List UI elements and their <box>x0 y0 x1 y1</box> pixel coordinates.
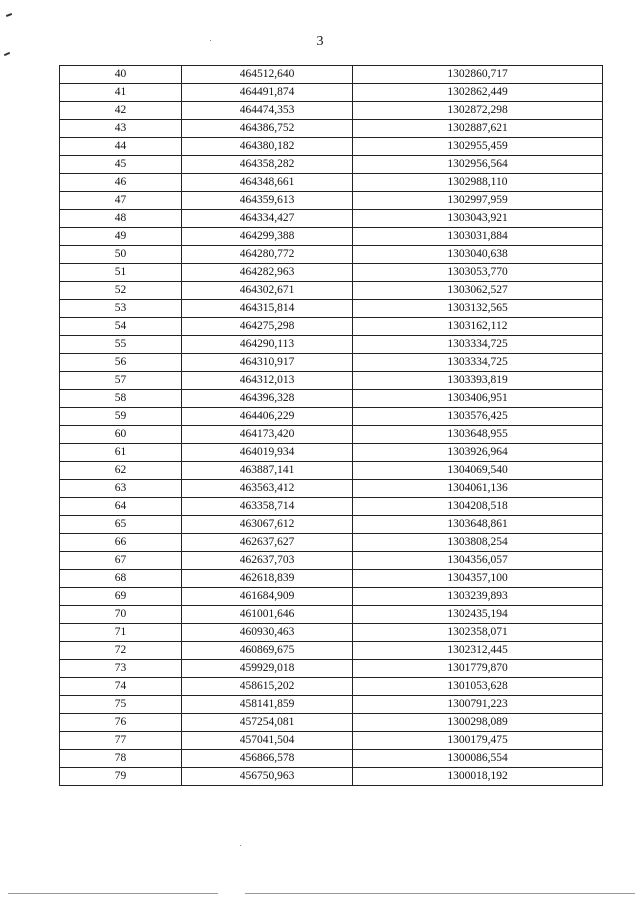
y-coordinate-cell: 1303053,770 <box>353 264 603 282</box>
x-coordinate-cell: 464334,427 <box>182 210 353 228</box>
point-number-cell: 46 <box>60 174 182 192</box>
point-number-cell: 77 <box>60 732 182 750</box>
x-coordinate-cell: 456866,578 <box>182 750 353 768</box>
y-coordinate-cell: 1304208,518 <box>353 498 603 516</box>
y-coordinate-cell: 1303334,725 <box>353 354 603 372</box>
page-number: 3 <box>316 34 324 49</box>
point-number-cell: 49 <box>60 228 182 246</box>
table-row <box>60 120 603 138</box>
coordinates-table <box>59 65 603 786</box>
y-coordinate-cell: 1302997,959 <box>353 192 603 210</box>
table-row <box>60 408 603 426</box>
point-number-cell: 70 <box>60 606 182 624</box>
scan-speck <box>240 845 241 846</box>
table-row <box>60 498 603 516</box>
y-coordinate-cell: 1303406,951 <box>353 390 603 408</box>
point-number-cell: 67 <box>60 552 182 570</box>
x-coordinate-cell: 464396,328 <box>182 390 353 408</box>
y-coordinate-cell: 1302955,459 <box>353 138 603 156</box>
y-coordinate-cell: 1303648,861 <box>353 516 603 534</box>
x-coordinate-cell: 463563,412 <box>182 480 353 498</box>
point-number-cell: 42 <box>60 102 182 120</box>
y-coordinate-cell: 1302862,449 <box>353 84 603 102</box>
x-coordinate-cell: 464312,013 <box>182 372 353 390</box>
table-row <box>60 318 603 336</box>
table-body <box>60 66 603 786</box>
y-coordinate-cell: 1303926,964 <box>353 444 603 462</box>
point-number-cell: 41 <box>60 84 182 102</box>
point-number-cell: 59 <box>60 408 182 426</box>
point-number-cell: 74 <box>60 678 182 696</box>
table-row <box>60 210 603 228</box>
y-coordinate-cell: 1303239,893 <box>353 588 603 606</box>
x-coordinate-cell: 464474,353 <box>182 102 353 120</box>
table-row <box>60 588 603 606</box>
point-number-cell: 68 <box>60 570 182 588</box>
y-coordinate-cell: 1302956,564 <box>353 156 603 174</box>
y-coordinate-cell: 1302358,071 <box>353 624 603 642</box>
x-coordinate-cell: 462637,627 <box>182 534 353 552</box>
y-coordinate-cell: 1302435,194 <box>353 606 603 624</box>
table-row <box>60 282 603 300</box>
x-coordinate-cell: 464315,814 <box>182 300 353 318</box>
point-number-cell: 47 <box>60 192 182 210</box>
table-row <box>60 480 603 498</box>
table-row <box>60 642 603 660</box>
point-number-cell: 79 <box>60 768 182 786</box>
table-row <box>60 300 603 318</box>
y-coordinate-cell: 1302860,717 <box>353 66 603 84</box>
table-row <box>60 732 603 750</box>
x-coordinate-cell: 464359,613 <box>182 192 353 210</box>
point-number-cell: 55 <box>60 336 182 354</box>
x-coordinate-cell: 462618,839 <box>182 570 353 588</box>
y-coordinate-cell: 1303808,254 <box>353 534 603 552</box>
x-coordinate-cell: 460930,463 <box>182 624 353 642</box>
y-coordinate-cell: 1303132,565 <box>353 300 603 318</box>
table-row <box>60 426 603 444</box>
table-row <box>60 336 603 354</box>
table-row <box>60 174 603 192</box>
x-coordinate-cell: 456750,963 <box>182 768 353 786</box>
y-coordinate-cell: 1304061,136 <box>353 480 603 498</box>
y-coordinate-cell: 1302312,445 <box>353 642 603 660</box>
table-row <box>60 570 603 588</box>
point-number-cell: 56 <box>60 354 182 372</box>
y-coordinate-cell: 1304069,540 <box>353 462 603 480</box>
table-row <box>60 624 603 642</box>
x-coordinate-cell: 464275,298 <box>182 318 353 336</box>
table-row <box>60 84 603 102</box>
point-number-cell: 40 <box>60 66 182 84</box>
point-number-cell: 60 <box>60 426 182 444</box>
x-coordinate-cell: 464406,229 <box>182 408 353 426</box>
y-coordinate-cell: 1304356,057 <box>353 552 603 570</box>
x-coordinate-cell: 460869,675 <box>182 642 353 660</box>
x-coordinate-cell: 463358,714 <box>182 498 353 516</box>
table-row <box>60 768 603 786</box>
point-number-cell: 75 <box>60 696 182 714</box>
table-row <box>60 714 603 732</box>
table-row <box>60 156 603 174</box>
table-row <box>60 246 603 264</box>
y-coordinate-cell: 1302872,298 <box>353 102 603 120</box>
point-number-cell: 57 <box>60 372 182 390</box>
point-number-cell: 71 <box>60 624 182 642</box>
table-row <box>60 660 603 678</box>
table-row <box>60 390 603 408</box>
point-number-cell: 72 <box>60 642 182 660</box>
x-coordinate-cell: 464019,934 <box>182 444 353 462</box>
y-coordinate-cell: 1302887,621 <box>353 120 603 138</box>
table-row <box>60 372 603 390</box>
table-row <box>60 606 603 624</box>
x-coordinate-cell: 458141,859 <box>182 696 353 714</box>
x-coordinate-cell: 457254,081 <box>182 714 353 732</box>
point-number-cell: 43 <box>60 120 182 138</box>
y-coordinate-cell: 1303040,638 <box>353 246 603 264</box>
y-coordinate-cell: 1300018,192 <box>353 768 603 786</box>
x-coordinate-cell: 457041,504 <box>182 732 353 750</box>
point-number-cell: 50 <box>60 246 182 264</box>
point-number-cell: 65 <box>60 516 182 534</box>
point-number-cell: 51 <box>60 264 182 282</box>
x-coordinate-cell: 462637,703 <box>182 552 353 570</box>
point-number-cell: 63 <box>60 480 182 498</box>
y-coordinate-cell: 1302988,110 <box>353 174 603 192</box>
x-coordinate-cell: 464299,388 <box>182 228 353 246</box>
x-coordinate-cell: 458615,202 <box>182 678 353 696</box>
table-row <box>60 516 603 534</box>
y-coordinate-cell: 1303393,819 <box>353 372 603 390</box>
y-coordinate-cell: 1300298,089 <box>353 714 603 732</box>
point-number-cell: 48 <box>60 210 182 228</box>
y-coordinate-cell: 1303334,725 <box>353 336 603 354</box>
point-number-cell: 44 <box>60 138 182 156</box>
table-row <box>60 66 603 84</box>
x-coordinate-cell: 464380,182 <box>182 138 353 156</box>
point-number-cell: 52 <box>60 282 182 300</box>
table-row <box>60 228 603 246</box>
x-coordinate-cell: 459929,018 <box>182 660 353 678</box>
x-coordinate-cell: 464310,917 <box>182 354 353 372</box>
table-row <box>60 444 603 462</box>
y-coordinate-cell: 1303031,884 <box>353 228 603 246</box>
x-coordinate-cell: 464280,772 <box>182 246 353 264</box>
table-row <box>60 678 603 696</box>
point-number-cell: 78 <box>60 750 182 768</box>
table-row <box>60 354 603 372</box>
scan-mark-top <box>6 13 12 17</box>
x-coordinate-cell: 464491,874 <box>182 84 353 102</box>
scan-mark-left <box>4 52 10 56</box>
y-coordinate-cell: 1303162,112 <box>353 318 603 336</box>
point-number-cell: 45 <box>60 156 182 174</box>
x-coordinate-cell: 463067,612 <box>182 516 353 534</box>
y-coordinate-cell: 1300179,475 <box>353 732 603 750</box>
x-coordinate-cell: 464512,640 <box>182 66 353 84</box>
x-coordinate-cell: 464282,963 <box>182 264 353 282</box>
scan-edge-line <box>245 893 635 894</box>
point-number-cell: 73 <box>60 660 182 678</box>
point-number-cell: 69 <box>60 588 182 606</box>
table-row <box>60 138 603 156</box>
y-coordinate-cell: 1304357,100 <box>353 570 603 588</box>
y-coordinate-cell: 1303648,955 <box>353 426 603 444</box>
x-coordinate-cell: 464290,113 <box>182 336 353 354</box>
table-row <box>60 534 603 552</box>
x-coordinate-cell: 463887,141 <box>182 462 353 480</box>
point-number-cell: 61 <box>60 444 182 462</box>
x-coordinate-cell: 461001,646 <box>182 606 353 624</box>
x-coordinate-cell: 464348,661 <box>182 174 353 192</box>
y-coordinate-cell: 1300791,223 <box>353 696 603 714</box>
point-number-cell: 76 <box>60 714 182 732</box>
y-coordinate-cell: 1301779,870 <box>353 660 603 678</box>
table-row <box>60 552 603 570</box>
x-coordinate-cell: 464358,282 <box>182 156 353 174</box>
table-row <box>60 264 603 282</box>
point-number-cell: 64 <box>60 498 182 516</box>
point-number-cell: 53 <box>60 300 182 318</box>
table-row <box>60 102 603 120</box>
y-coordinate-cell: 1303576,425 <box>353 408 603 426</box>
table-row <box>60 696 603 714</box>
point-number-cell: 58 <box>60 390 182 408</box>
point-number-cell: 62 <box>60 462 182 480</box>
table-row <box>60 192 603 210</box>
point-number-cell: 54 <box>60 318 182 336</box>
x-coordinate-cell: 464173,420 <box>182 426 353 444</box>
x-coordinate-cell: 461684,909 <box>182 588 353 606</box>
y-coordinate-cell: 1300086,554 <box>353 750 603 768</box>
x-coordinate-cell: 464386,752 <box>182 120 353 138</box>
x-coordinate-cell: 464302,671 <box>182 282 353 300</box>
y-coordinate-cell: 1301053,628 <box>353 678 603 696</box>
y-coordinate-cell: 1303043,921 <box>353 210 603 228</box>
scan-edge-line <box>8 893 218 894</box>
point-number-cell: 66 <box>60 534 182 552</box>
table-row <box>60 462 603 480</box>
y-coordinate-cell: 1303062,527 <box>353 282 603 300</box>
table-row <box>60 750 603 768</box>
